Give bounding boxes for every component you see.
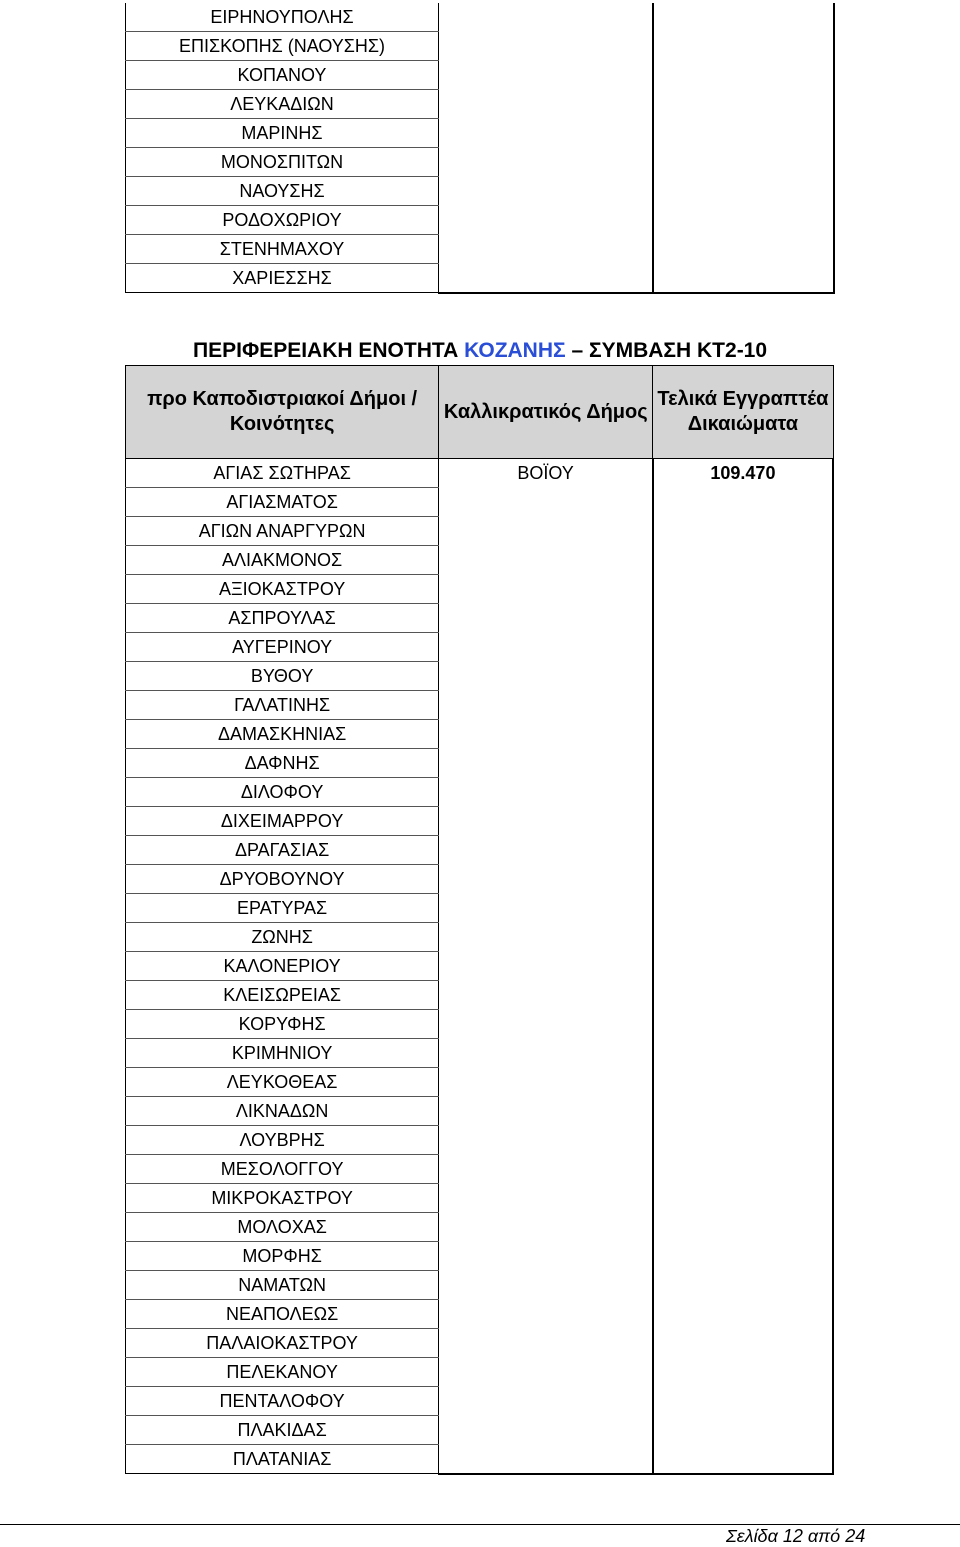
community-cell: ΕΠΙΣΚΟΠΗΣ (ΝΑΟΥΣΗΣ) xyxy=(126,32,439,61)
community-cell: ΛΟΥΒΡΗΣ xyxy=(126,1126,439,1155)
community-cell: ΚΛΕΙΣΩΡΕΙΑΣ xyxy=(126,981,439,1010)
community-cell: ΖΩΝΗΣ xyxy=(126,923,439,952)
community-cell: ΛΕΥΚΟΘΕΑΣ xyxy=(126,1068,439,1097)
community-cell: ΝΑΜΑΤΩΝ xyxy=(126,1271,439,1300)
community-cell: ΠΕΛΕΚΑΝΟΥ xyxy=(126,1358,439,1387)
community-cell: ΝΕΑΠΟΛΕΩΣ xyxy=(126,1300,439,1329)
communities-table xyxy=(125,365,834,1475)
community-cell: ΚΟΠΑΝΟΥ xyxy=(126,61,439,90)
page-number: Σελίδα 12 από 24 xyxy=(726,1526,866,1546)
community-cell: ΚΑΛΟΝΕΡΙΟΥ xyxy=(126,952,439,981)
previous-communities-table xyxy=(125,3,835,294)
community-cell: ΔΡΑΓΑΣΙΑΣ xyxy=(126,836,439,865)
footer-divider xyxy=(0,1524,960,1525)
community-cell: ΓΑΛΑΤΙΝΗΣ xyxy=(126,691,439,720)
community-cell: ΑΛΙΑΚΜΟΝΟΣ xyxy=(126,546,439,575)
community-cell: ΜΙΚΡΟΚΑΣΤΡΟΥ xyxy=(126,1184,439,1213)
community-cell: ΑΓΙΑΣΜΑΤΟΣ xyxy=(126,488,439,517)
header-row xyxy=(126,366,834,459)
community-cell: ΔΙΧΕΙΜΑΡΡΟΥ xyxy=(126,807,439,836)
community-cell: ΧΑΡΙΕΣΣΗΣ xyxy=(126,264,439,293)
header-municipality: Καλλικρατικός Δήμος xyxy=(439,366,653,459)
table-row xyxy=(126,3,835,32)
community-cell: ΒΥΘΟΥ xyxy=(126,662,439,691)
community-cell: ΠΑΛΑΙΟΚΑΣΤΡΟΥ xyxy=(126,1329,439,1358)
community-cell: ΜΟΡΦΗΣ xyxy=(126,1242,439,1271)
section-region: ΚΟΖΑΝΗΣ xyxy=(464,339,566,362)
rights-value: 109.470 xyxy=(710,463,776,483)
community-cell: ΜΕΣΟΛΟΓΓΟΥ xyxy=(126,1155,439,1184)
community-cell: ΑΥΓΕΡΙΝΟΥ xyxy=(126,633,439,662)
municipality-cell xyxy=(439,3,654,293)
community-cell: ΑΓΙΩΝ ΑΝΑΡΓΥΡΩΝ xyxy=(126,517,439,546)
community-cell: ΜΑΡΙΝΗΣ xyxy=(126,119,439,148)
municipality-value: ΒΟΪΟΥ xyxy=(517,463,574,483)
community-cell: ΚΡΙΜΗΝΙΟΥ xyxy=(126,1039,439,1068)
section-title-suffix: – ΣΥΜΒΑΣΗ ΚΤ2-10 xyxy=(571,339,768,362)
previous-communities-body xyxy=(126,3,835,293)
community-cell: ΛΙΚΝΑΔΩΝ xyxy=(126,1097,439,1126)
rights-cell xyxy=(653,3,834,293)
rights-cell xyxy=(653,459,833,1474)
community-cell: ΜΟΝΟΣΠΙΤΩΝ xyxy=(126,148,439,177)
header-communities: προ Καποδιστριακοί Δήμοι / Κοινότητες xyxy=(126,366,439,459)
community-cell: ΕΙΡΗΝΟΥΠΟΛΗΣ xyxy=(126,3,439,32)
community-cell: ΠΛΑΤΑΝΙΑΣ xyxy=(126,1445,439,1474)
section-title-prefix: ΠΕΡΙΦΕΡΕΙΑΚΗ ΕΝΟΤΗΤΑ xyxy=(192,339,459,362)
community-cell: ΕΡΑΤΥΡΑΣ xyxy=(126,894,439,923)
municipality-cell xyxy=(439,459,653,1474)
header-rights: Τελικά Εγγραπτέα Δικαιώματα xyxy=(653,366,833,459)
section-title xyxy=(0,336,960,366)
community-cell: ΛΕΥΚΑΔΙΩΝ xyxy=(126,90,439,119)
community-cell: ΜΟΛΟΧΑΣ xyxy=(126,1213,439,1242)
community-cell: ΔΙΛΟΦΟΥ xyxy=(126,778,439,807)
community-cell: ΚΟΡΥΦΗΣ xyxy=(126,1010,439,1039)
community-cell: ΠΕΝΤΑΛΟΦΟΥ xyxy=(126,1387,439,1416)
community-cell: ΝΑΟΥΣΗΣ xyxy=(126,177,439,206)
community-cell: ΣΤΕΝΗΜΑΧΟΥ xyxy=(126,235,439,264)
community-cell: ΔΑΜΑΣΚΗΝΙΑΣ xyxy=(126,720,439,749)
community-cell: ΔΑΦΝΗΣ xyxy=(126,749,439,778)
community-cell: ΔΡΥΟΒΟΥΝΟΥ xyxy=(126,865,439,894)
community-cell: ΠΛΑΚΙΔΑΣ xyxy=(126,1416,439,1445)
community-cell: ΑΣΠΡΟΥΛΑΣ xyxy=(126,604,439,633)
community-cell: ΑΓΙΑΣ ΣΩΤΗΡΑΣ xyxy=(126,459,439,488)
table-header xyxy=(126,366,834,459)
community-cell: ΑΞΙΟΚΑΣΤΡΟΥ xyxy=(126,575,439,604)
community-cell: ΡΟΔΟΧΩΡΙΟΥ xyxy=(126,206,439,235)
table-row xyxy=(126,459,834,488)
communities-body xyxy=(126,459,834,1474)
